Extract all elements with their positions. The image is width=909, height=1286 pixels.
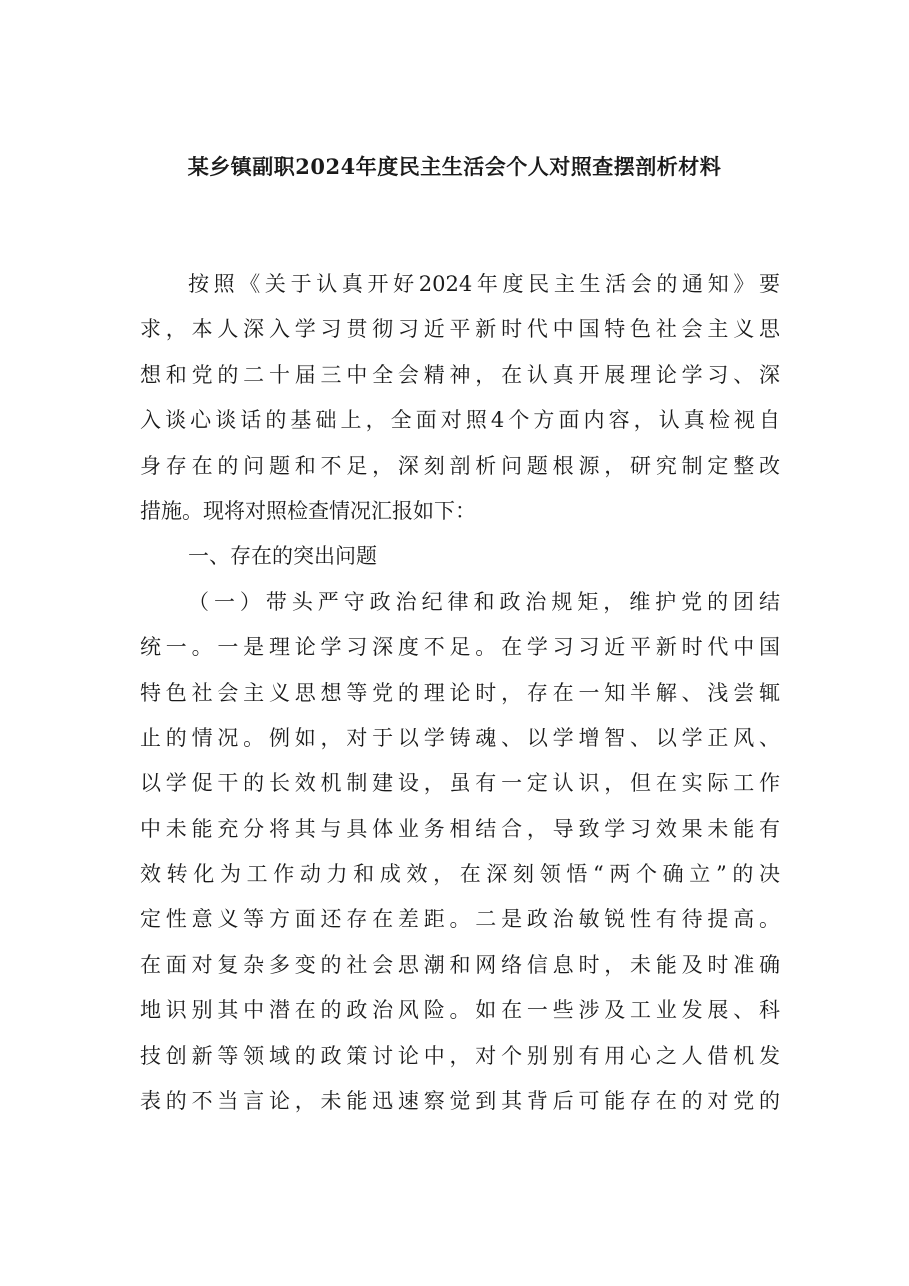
paragraph-line: （一）带头严守政治纪律和政治规矩，维护党的团结 xyxy=(188,589,780,614)
paragraph-line: 地识别其中潜在的政治风险。如在一些涉及工业发展、科 xyxy=(140,998,780,1023)
paragraph-line: 特色社会主义思想等党的理论时，存在一知半解、浅尝辄 xyxy=(140,680,780,705)
document-body xyxy=(140,262,780,1124)
paragraph-line: 以学促干的长效机制建设，虽有一定认识，但在实际工作 xyxy=(140,771,780,796)
paragraph-line: 在面对复杂多变的社会思潮和网络信息时，未能及时准确 xyxy=(140,952,780,977)
paragraph-line: 定性意义等方面还存在差距。二是政治敏锐性有待提高。 xyxy=(140,907,780,932)
paragraph-line: 表的不当言论，未能迅速察觉到其背后可能存在的对党的 xyxy=(140,1089,780,1114)
paragraph-line: 措施。现将对照检查情况汇报如下： xyxy=(140,498,476,523)
paragraph-line: 入谈心谈话的基础上，全面对照4个方面内容，认真检视自 xyxy=(140,408,780,433)
paragraph-line: 中未能充分将其与具体业务相结合，导致学习效果未能有 xyxy=(140,816,780,841)
paragraph-line: 技创新等领域的政策讨论中，对个别别有用心之人借机发 xyxy=(140,1043,780,1068)
document-title: 某乡镇副职2024年度民主生活会个人对照查摆剖析材料 xyxy=(187,154,722,179)
paragraph-line: 身存在的问题和不足，深刻剖析问题根源，研究制定整改 xyxy=(140,453,780,478)
paragraph-line: 想和党的二十届三中全会精神，在认真开展理论学习、深 xyxy=(140,362,780,387)
paragraph-line: 按照《关于认真开好2024年度民主生活会的通知》要 xyxy=(188,272,780,296)
section-heading: 一、存在的突出问题 xyxy=(188,544,377,569)
paragraph-line: 效转化为工作动力和成效，在深刻领悟“两个确立”的决 xyxy=(140,862,780,887)
paragraph-line: 求，本人深入学习贯彻习近平新时代中国特色社会主义思 xyxy=(140,317,780,342)
paragraph-line: 止的情况。例如，对于以学铸魂、以学增智、以学正风、 xyxy=(140,725,780,750)
paragraph-line: 统一。一是理论学习深度不足。在学习习近平新时代中国 xyxy=(140,635,780,660)
